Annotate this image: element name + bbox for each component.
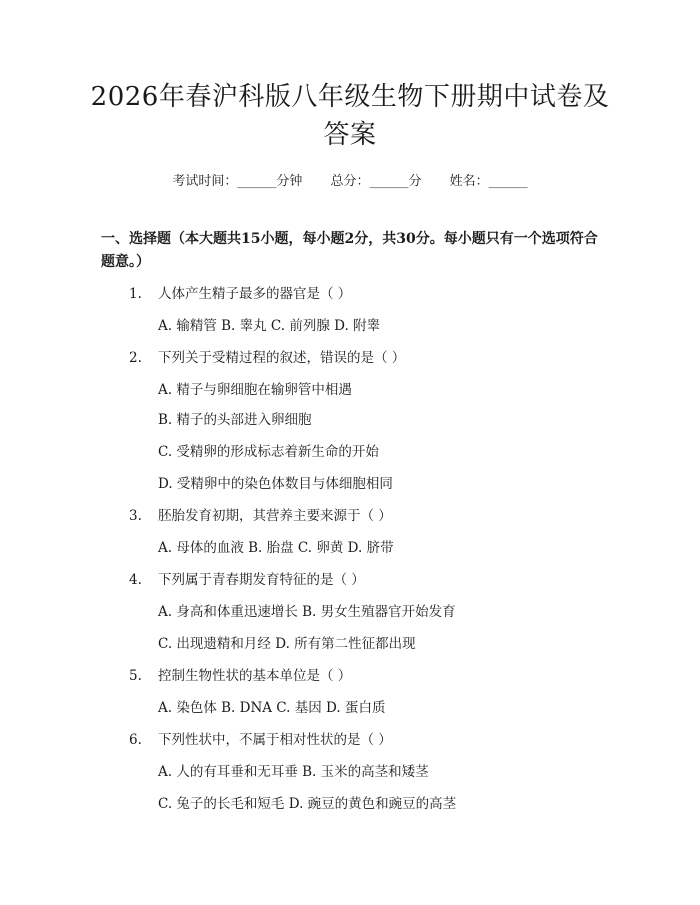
option-line: C. 兔子的长毛和短毛 D. 豌豆的黄色和豌豆的高茎 xyxy=(158,796,457,812)
question-4 xyxy=(129,568,365,588)
question-2 xyxy=(129,346,405,366)
section-heading: 一、选择题（本大题共15小题，每小题2分，共30分。每小题只有一个选项符合题意。） xyxy=(101,231,598,270)
exam-meta xyxy=(0,170,700,189)
option-line: A. 人的有耳垂和无耳垂 B. 玉米的高茎和矮茎 xyxy=(158,764,429,780)
question-number: 1. xyxy=(129,286,142,302)
question-stem: 胚胎发育初期，其营养主要来源于（ ） xyxy=(158,508,392,524)
option-line: A. 输精管 B. 睾丸 C. 前列腺 D. 附睾 xyxy=(158,318,381,334)
question-3 xyxy=(129,504,392,524)
name-field: 姓名：______ xyxy=(449,174,528,189)
question-6 xyxy=(129,728,392,748)
question-stem: 人体产生精子最多的器官是（ ） xyxy=(158,286,352,302)
option-line: A. 精子与卵细胞在输卵管中相遇 xyxy=(158,382,352,398)
question-number: 6. xyxy=(129,732,142,748)
option-line: D. 受精卵中的染色体数目与体细胞相同 xyxy=(158,476,393,492)
question-1 xyxy=(129,282,351,302)
question-number: 3. xyxy=(129,508,142,524)
question-stem: 下列属于青春期发育特征的是（ ） xyxy=(158,572,365,588)
option-line: A. 母体的血液 B. 胎盘 C. 卵黄 D. 脐带 xyxy=(158,540,394,556)
question-stem: 控制生物性状的基本单位是（ ） xyxy=(158,668,352,684)
total-score-field: 总分：______分 xyxy=(330,174,422,189)
question-number: 2. xyxy=(129,350,142,366)
question-stem: 下列性状中，不属于相对性状的是（ ） xyxy=(158,732,392,748)
option-line: A. 染色体 B. DNA C. 基因 D. 蛋白质 xyxy=(158,700,386,716)
page-title: 2026年春沪科版八年级生物下册期中试卷及答案 xyxy=(90,82,610,150)
exam-time-field: 考试时间：______分钟 xyxy=(172,174,303,189)
option-line: C. 受精卵的形成标志着新生命的开始 xyxy=(158,444,379,460)
question-5 xyxy=(129,664,351,684)
question-stem: 下列关于受精过程的叙述，错误的是（ ） xyxy=(158,350,406,366)
option-line: A. 身高和体重迅速增长 B. 男女生殖器官开始发育 xyxy=(158,604,456,620)
question-number: 5. xyxy=(129,668,142,684)
option-line: C. 出现遗精和月经 D. 所有第二性征都出现 xyxy=(158,636,416,652)
question-number: 4. xyxy=(129,572,142,588)
option-line: B. 精子的头部进入卵细胞 xyxy=(158,412,312,428)
